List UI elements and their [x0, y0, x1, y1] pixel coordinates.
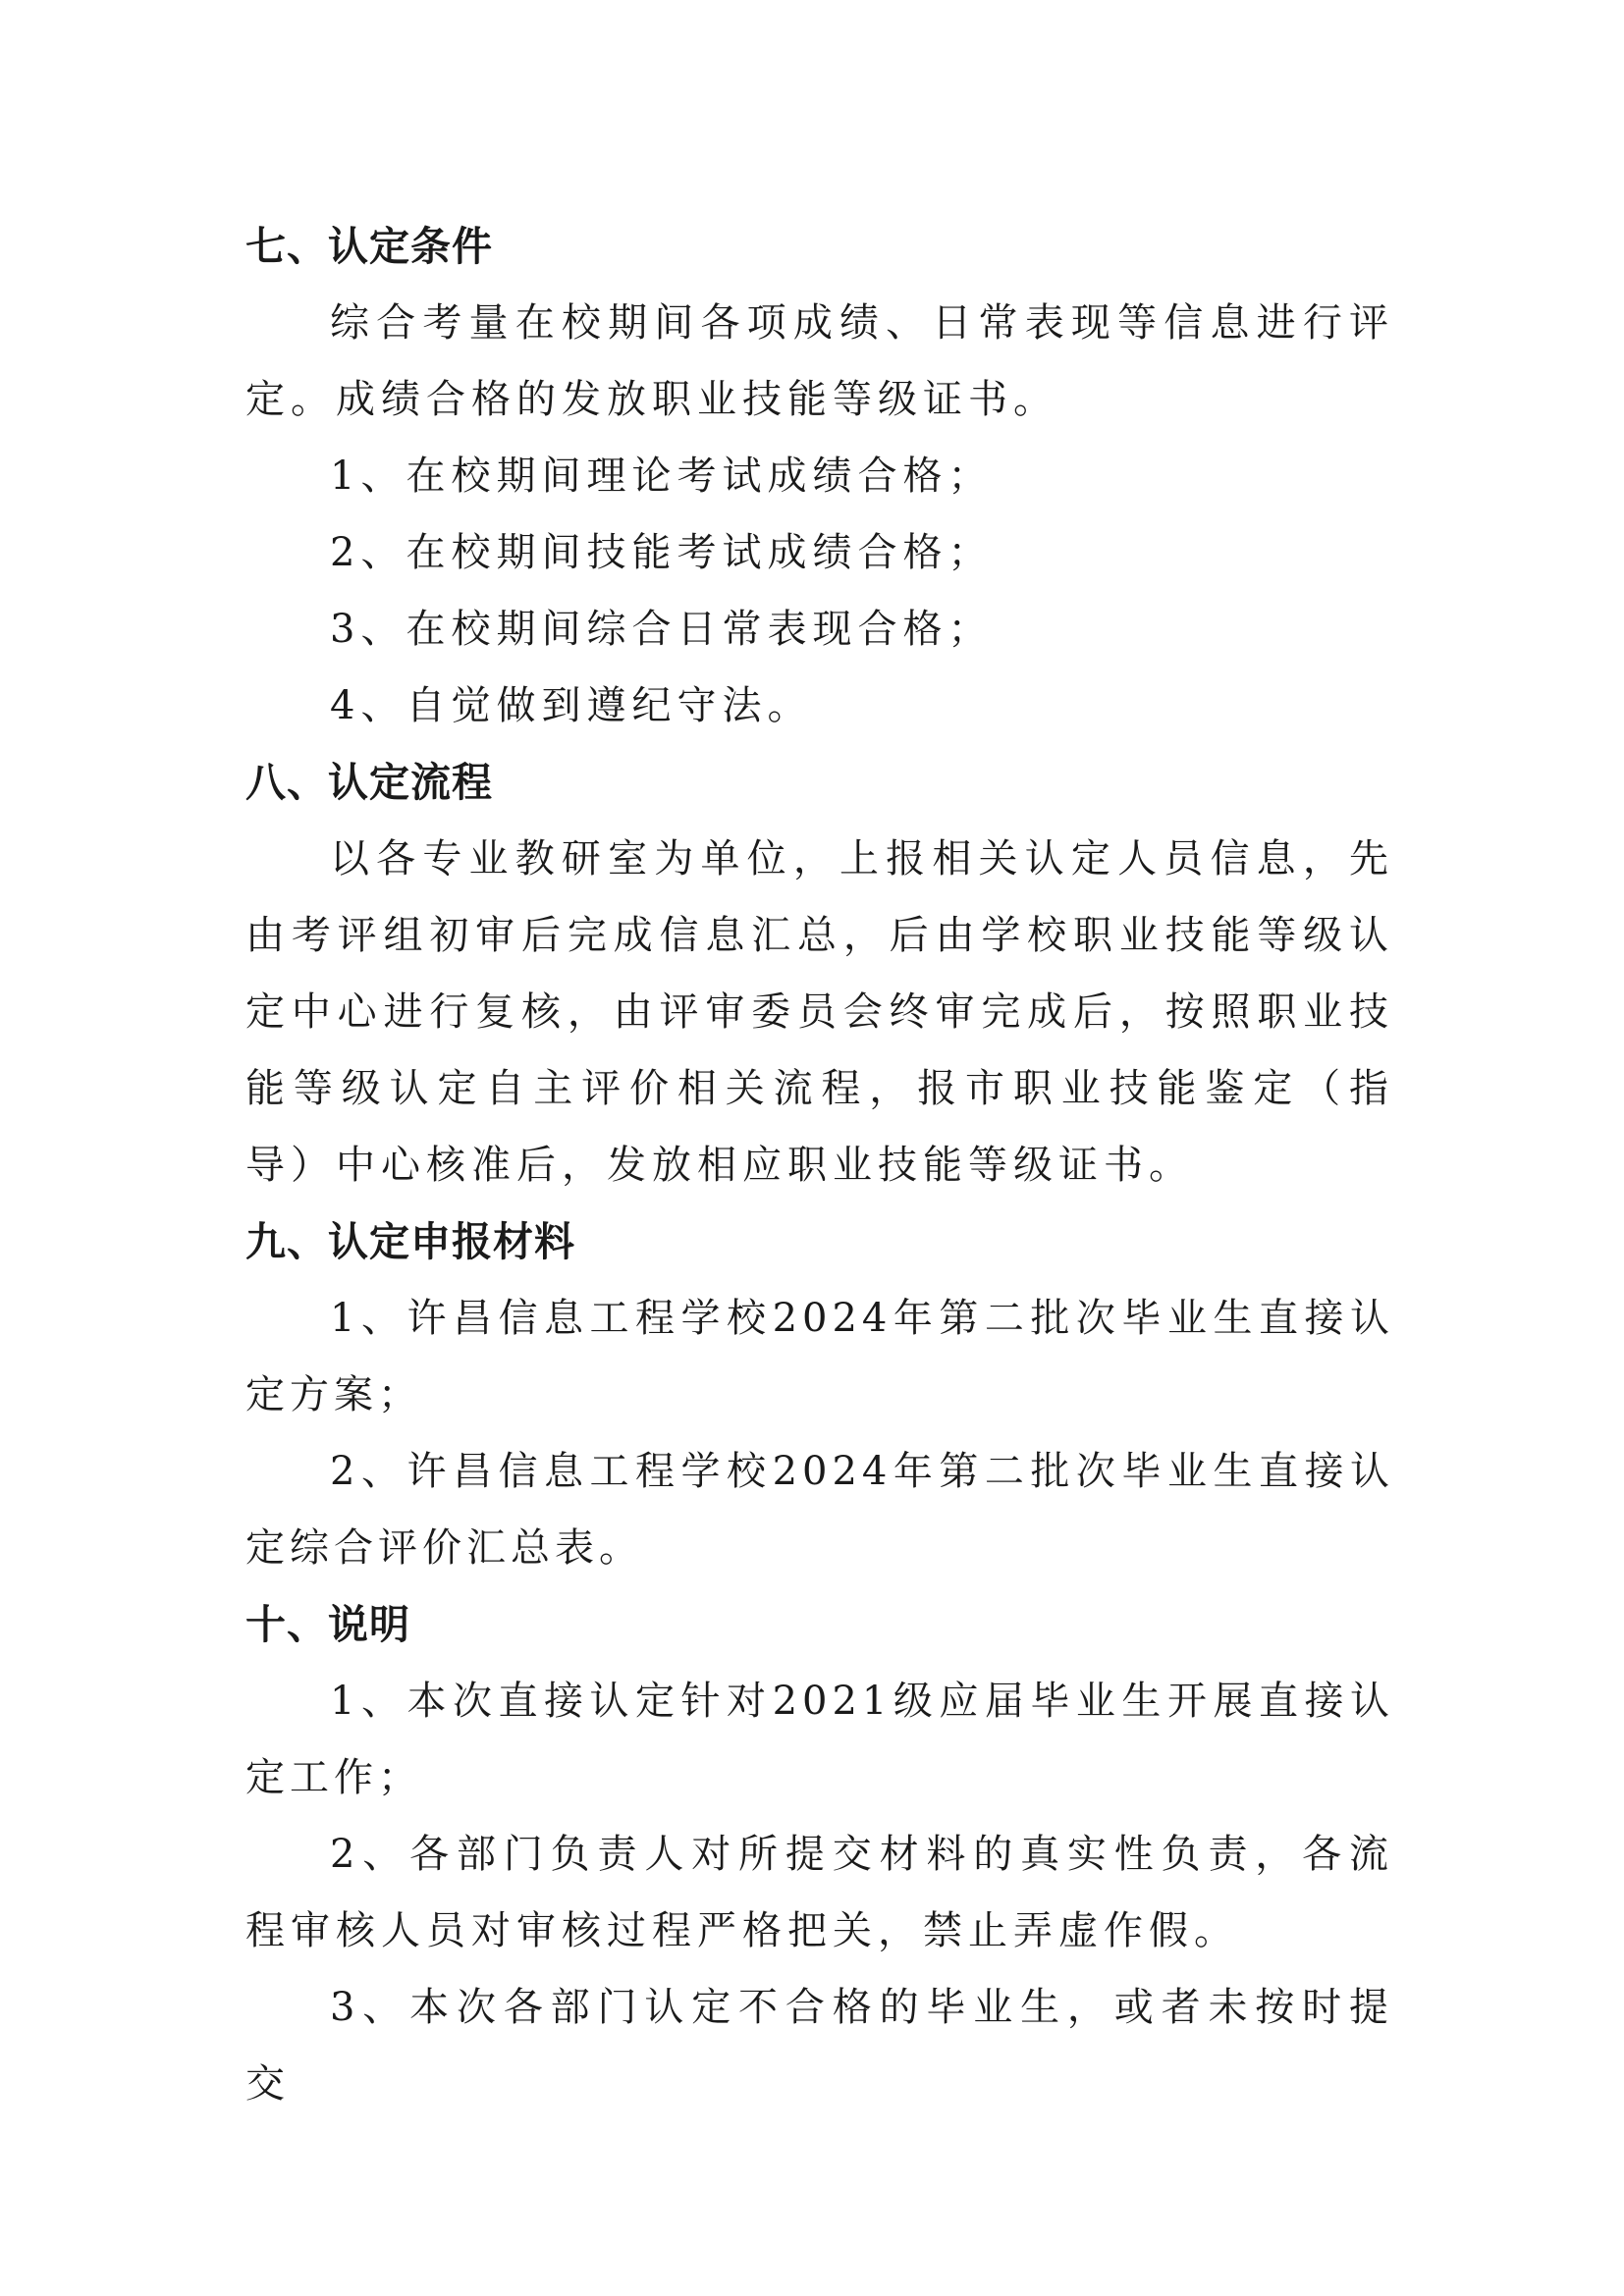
section-10-item-2: 2、各部门负责人对所提交材料的真实性负责，各流程审核人员对审核过程严格把关，禁止弄虚作假。 [245, 1832, 1394, 1953]
section-heading-8: 八、认定流程 [245, 759, 493, 806]
section-7-item-1: 1、在校期间理论考试成绩合格； [330, 454, 994, 499]
section-9-item-1: 1、许昌信息工程学校2024年第二批次毕业生直接认定方案； [245, 1296, 1394, 1417]
section-heading-9: 九、认定申报材料 [245, 1218, 575, 1265]
section-10-item-1: 1、本次直接认定针对2021级应届毕业生开展直接认定工作； [245, 1679, 1394, 1800]
section-9-item-2: 2、许昌信息工程学校2024年第二批次毕业生直接认定综合评价汇总表。 [245, 1449, 1394, 1571]
section-7-intro: 综合考量在校期间各项成绩、日常表现等信息进行评定。成绩合格的发放职业技能等级证书。 [245, 300, 1394, 422]
section-7-item-2: 2、在校期间技能考试成绩合格； [330, 530, 994, 575]
section-7-item-4: 4、自觉做到遵纪守法。 [330, 683, 813, 728]
section-10-item-3: 3、本次各部门认定不合格的毕业生，或者未按时提交 [245, 1985, 1394, 2107]
section-heading-10: 十、说明 [245, 1601, 410, 1648]
document-content [245, 208, 1394, 2122]
section-8-body: 以各专业教研室为单位，上报相关认定人员信息，先由考评组初审后完成信息汇总，后由学校职业技能等级认定中心进行复核，由评审委员会终审完成后，按照职业技能等级认定自主评价相关流程，报市职业技能鉴定（指导）中心核准后，发放相应职业技能等级证书。 [245, 836, 1394, 1188]
section-heading-7: 七、认定条件 [245, 223, 493, 270]
section-7-item-3: 3、在校期间综合日常表现合格； [330, 607, 994, 652]
